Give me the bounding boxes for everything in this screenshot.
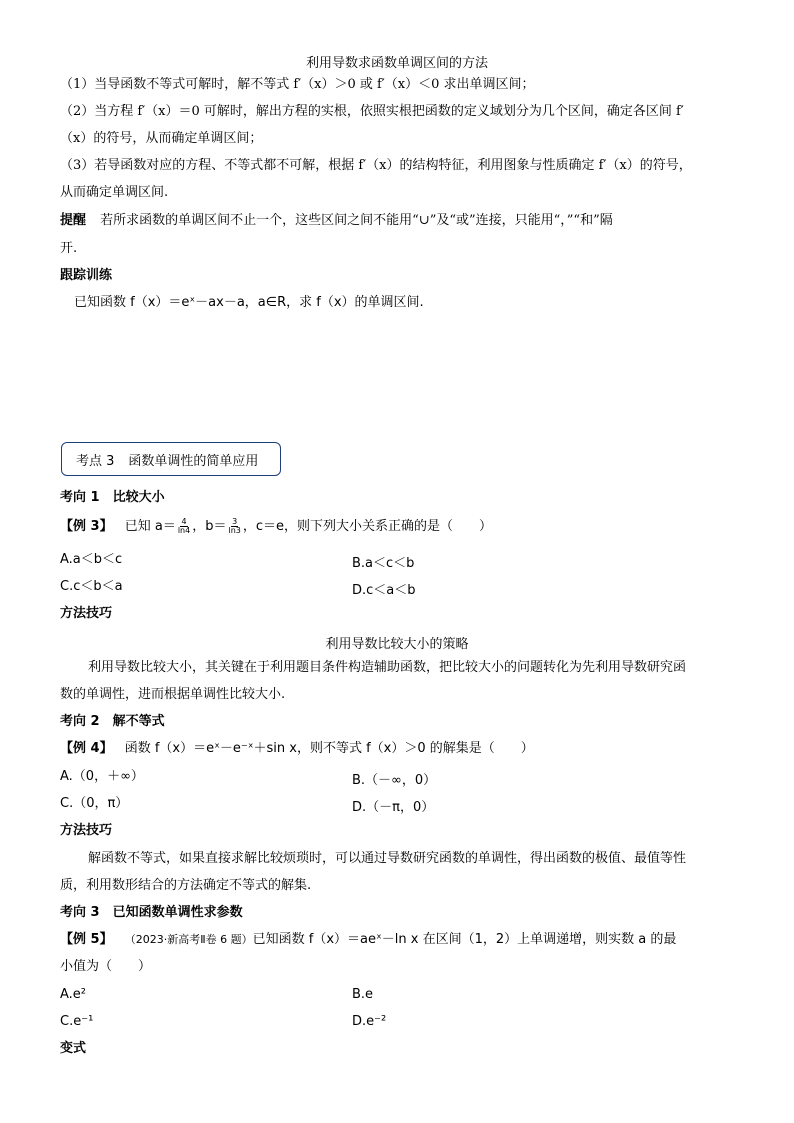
training-heading: 跟踪训练	[60, 268, 113, 283]
tip-line-2: 开.	[60, 241, 78, 256]
section-title: 利用导数求函数单调区间的方法	[305, 56, 488, 71]
example-4-label: 【例 4】	[60, 741, 113, 756]
method-heading-2: 方法技巧	[60, 823, 113, 838]
method-item-3-line-1: （3）若导函数对应的方程、不等式都不可解，根据 f′（x）的结构特征，利用图象与性质确定 f′（x）的符号，	[60, 158, 692, 173]
example-5-option-d: D.e⁻²	[352, 1014, 387, 1029]
method-heading-1: 方法技巧	[60, 606, 113, 621]
example-3-option-c: C.c＜b＜a	[60, 579, 123, 594]
kaoxiang-1-heading: 考向 1 比较大小	[60, 490, 165, 505]
example-4-option-c: C.（0，π）	[60, 796, 129, 811]
method-title-1: 利用导数比较大小的策略	[325, 637, 469, 652]
method-item-3-line-2: 从而确定单调区间.	[60, 185, 169, 200]
example-5-option-b: B.e	[352, 987, 374, 1002]
training-problem: 已知函数 f（x）＝eˣ－ax－a，a∈R，求 f（x）的单调区间.	[74, 295, 424, 310]
example-3-label: 【例 3】	[60, 519, 113, 534]
example-4-option-d: D.（－π，0）	[352, 800, 435, 815]
fraction-a-numerator: 4	[181, 517, 187, 526]
variant-heading: 变式	[60, 1041, 87, 1056]
example-3-option-b: B.a＜c＜b	[352, 556, 415, 571]
fraction-b	[227, 518, 241, 535]
kaodian-label: 考点 3	[76, 453, 115, 469]
method-2-line-2: 质，利用数形结合的方法确定不等式的解集.	[60, 878, 312, 893]
example-3-option-a: A.a＜b＜c	[60, 552, 123, 567]
method-item-2-line-2: （x）的符号，从而确定单调区间；	[60, 131, 263, 146]
example-5-label: 【例 5】	[60, 932, 113, 947]
kaoxiang-2-heading: 考向 2 解不等式	[60, 714, 165, 729]
method-1-line-2: 数的单调性，进而根据单调性比较大小.	[60, 687, 286, 702]
tip-text: 若所求函数的单调区间不止一个，这些区间之间不能用“∪”及“或”连接，只能用“，”“和”隔	[100, 213, 613, 228]
fraction-a	[177, 518, 191, 535]
example-5-line-2: 小值为（ ）	[60, 959, 152, 974]
method-item-1: （1）当导函数不等式可解时，解不等式 f′（x）＞0 或 f′（x）＜0 求出单调区间；	[60, 77, 535, 92]
example-4-text: 函数 f（x）＝eˣ－e⁻ˣ＋sin x，则不等式 f（x）＞0 的解集是（ ）	[124, 741, 534, 756]
kaoxiang-3-heading: 考向 3 已知函数单调性求参数	[60, 905, 243, 920]
example-5-option-c: C.e⁻¹	[60, 1014, 94, 1029]
tip-line-1	[60, 213, 613, 229]
example-4-option-a: A.（0，＋∞）	[60, 769, 144, 784]
method-2-line-1: 解函数不等式，如果直接求解比较烦琐时，可以通过导数研究函数的单调性，得出函数的极值、最值等性	[88, 851, 687, 866]
fraction-a-denominator: ln4	[177, 526, 191, 535]
method-item-2-line-1: （2）当方程 f′（x）＝0 可解时，解出方程的实根，依照实根把函数的定义域划分为几个区间，确定各区间 f′	[60, 104, 684, 119]
fraction-b-numerator: 3	[232, 517, 238, 526]
example-3-text-post: ，c＝e，则下列大小关系正确的是（ ）	[242, 519, 493, 534]
example-3	[60, 518, 492, 535]
example-5-option-a: A.e²	[60, 987, 87, 1002]
method-1-line-1: 利用导数比较大小，其关键在于利用题目条件构造辅助函数，把比较大小的问题转化为先利用导数研究函	[88, 660, 687, 675]
example-5-source: （2023·新高考Ⅱ卷 6 题）	[124, 933, 253, 946]
example-3-text-pre: 已知 a＝	[124, 519, 176, 534]
kaodian-box	[61, 442, 281, 476]
tip-label: 提醒	[60, 213, 87, 228]
example-5-text: 已知函数 f（x）＝aeˣ－ln x 在区间（1，2）上单调递增，则实数 a 的最	[252, 932, 677, 947]
kaodian-title: 函数单调性的简单应用	[128, 453, 259, 469]
example-3-option-d: D.c＜a＜b	[352, 583, 416, 598]
fraction-b-denominator: ln3	[228, 526, 241, 535]
example-4	[60, 741, 534, 757]
example-3-text-mid: ，b＝	[192, 519, 227, 534]
example-4-option-b: B.（－∞，0）	[352, 773, 437, 788]
example-5-line-1	[60, 932, 676, 948]
